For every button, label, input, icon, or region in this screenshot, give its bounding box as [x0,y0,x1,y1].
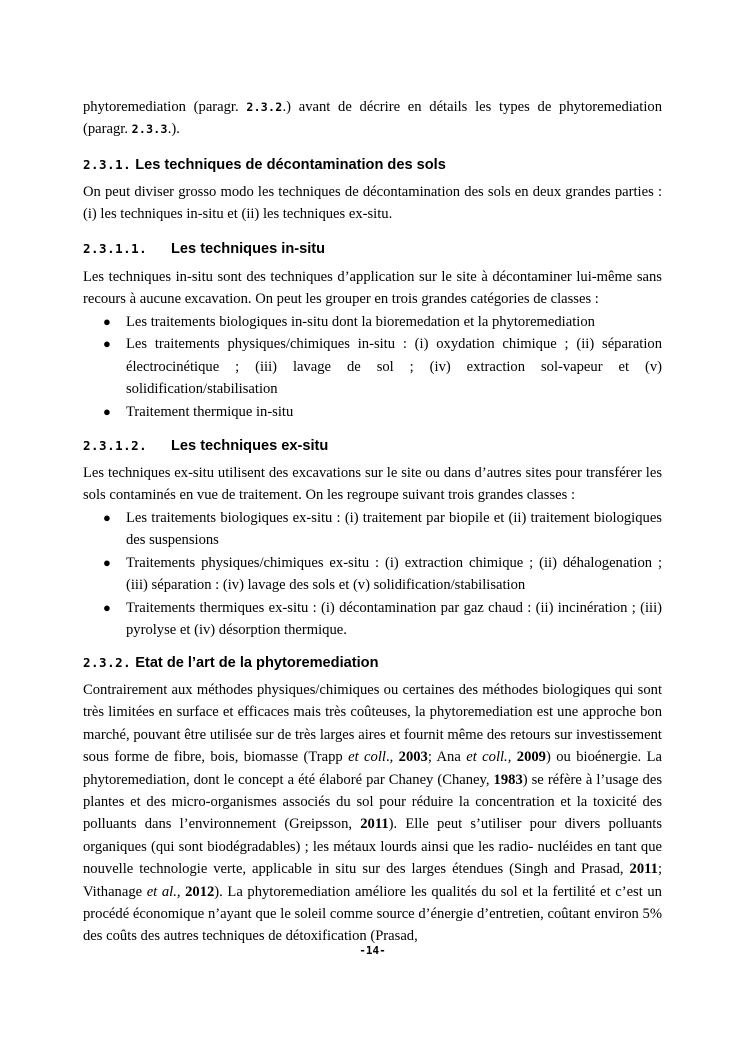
citation-year: 2003 [398,749,428,766]
heading-2-3-1-1 [83,241,325,257]
bullet-icon: ● [103,403,111,419]
list-item: ● Traitements thermiques ex-situ : (i) décontamination par gaz chaud : (ii) incinération ; (iii) pyrolyse et (iv) désorption thermique. [83,597,662,642]
heading-2-3-1 [83,157,446,173]
bullet-icon: ● [103,599,111,615]
citation-year: 1983 [493,771,523,788]
bullet-icon: ● [103,336,111,352]
bullet-icon: ● [103,314,111,329]
heading-title: Etat de l’art de la phytoremediation [135,655,379,671]
list-item: ● Traitements physiques/chimiques ex-situ : (i) extraction chimique ; (ii) déhalogenation ; (iii) séparation : (iv) lavage des sols et (v) solidification/stabilisation [83,552,662,597]
bullet-icon: ● [103,554,111,570]
ex-situ-list [83,507,662,641]
heading-number: 2.3.2. [83,655,132,670]
in-situ-list [83,311,662,423]
heading-2-3-1-2 [83,438,328,454]
paragraph-2-3-1: On peut diviser grosso modo les techniques de décontamination des sols en deux grandes parties : (i) les techniques in-situ et (ii) les techniques ex-situ. [83,184,662,223]
list-item: ● Traitement thermique in-situ [83,401,662,423]
heading-number: 2.3.1. [83,157,132,172]
intro-text-3: .). [167,121,180,138]
bullet-icon: ● [103,510,111,525]
heading-title: Les techniques in-situ [171,241,326,257]
citation-year: 2009 [516,749,546,766]
citation-year: 2011 [360,816,389,833]
intro-paragraph [83,96,662,141]
paragraph-2-3-1-2: Les techniques ex-situ utilisent des excavations sur le site ou dans d’autres sites pour transférer les sols contaminés en vue de traitement. On les regroupe suivant trois grandes classes : [83,465,662,504]
list-item: ● Les traitements physiques/chimiques in-situ : (i) oxydation chimique ; (ii) séparation électrocinétique ; (iii) lavage de sol ; (iv) extraction sol-vapeur et (v) solidification/stabilisation [83,333,662,400]
citation-year: 2011 [629,861,658,878]
paragraph-2-3-2: Contrairement aux méthodes physiques/chimiques ou certaines des méthodes biologiques qui sont très limitées en surface et efficaces mais très coûteuses, la phytoremediation est une approche bon marché, pouvant être utilisée sur de très larges aires et fournit même des retours sur investissement sous forme de fibre, bois, biomasse (Trapp et coll., 2003; Ana et coll., 2009) ou bioénergie. La phytoremediation, dont le concept a été élaboré par Chaney (Chaney, 1983) se réfère à l’usage des plantes et des micro-organismes associés du sol pour réduire la concentration et la toxicité des polluants dans l’environnement (Greipsson, 2011). Elle peut s’utiliser pour divers polluants organiques (qui sont biodégradables) ; les métaux lourds ainsi que les radio- nucléides en tant que nouvelle technologie verte, applicable in situ sur des larges étendues (Singh and Prasad, 2011; Vithanage et al., 2012). La phytoremediation améliore les qualités du sol et la fertilité et c’est un procédé économique n’ayant que le soleil comme source d’énergie d’entretien, coûtant environ 5% des coûts des autres techniques de détoxification (Prasad, [83,682,663,945]
heading-number: 2.3.1.2. [83,438,148,453]
list-item: ● Les traitements biologiques ex-situ : (i) traitement par biopile et (ii) traitement biologiques des suspensions [83,507,662,552]
intro-text-1: phytoremediation (paragr. [83,99,247,115]
paragraph-2-3-1-1: Les techniques in-situ sont des techniques d’application sur le site à décontaminer lui-même sans recours à aucune excavation. On peut les grouper en trois grandes catégories de classes : [83,269,662,308]
section-ref-2-3-2: 2.3.2 [246,100,283,114]
heading-number: 2.3.1.1. [83,241,148,256]
citation-year: 2012 [185,883,215,900]
page-number: -14- [359,944,386,957]
section-ref-2-3-3: 2.3.3 [131,122,168,137]
heading-2-3-2 [83,655,379,671]
heading-title: Les techniques ex-situ [171,438,329,454]
intro-text-2: .) avant de décrire en détails les types de phytoremediation (paragr. [83,99,662,138]
heading-title: Les techniques de décontamination des sols [135,157,446,173]
list-item: ● Les traitements biologiques in-situ dont la bioremedation et la phytoremediation [83,311,662,333]
